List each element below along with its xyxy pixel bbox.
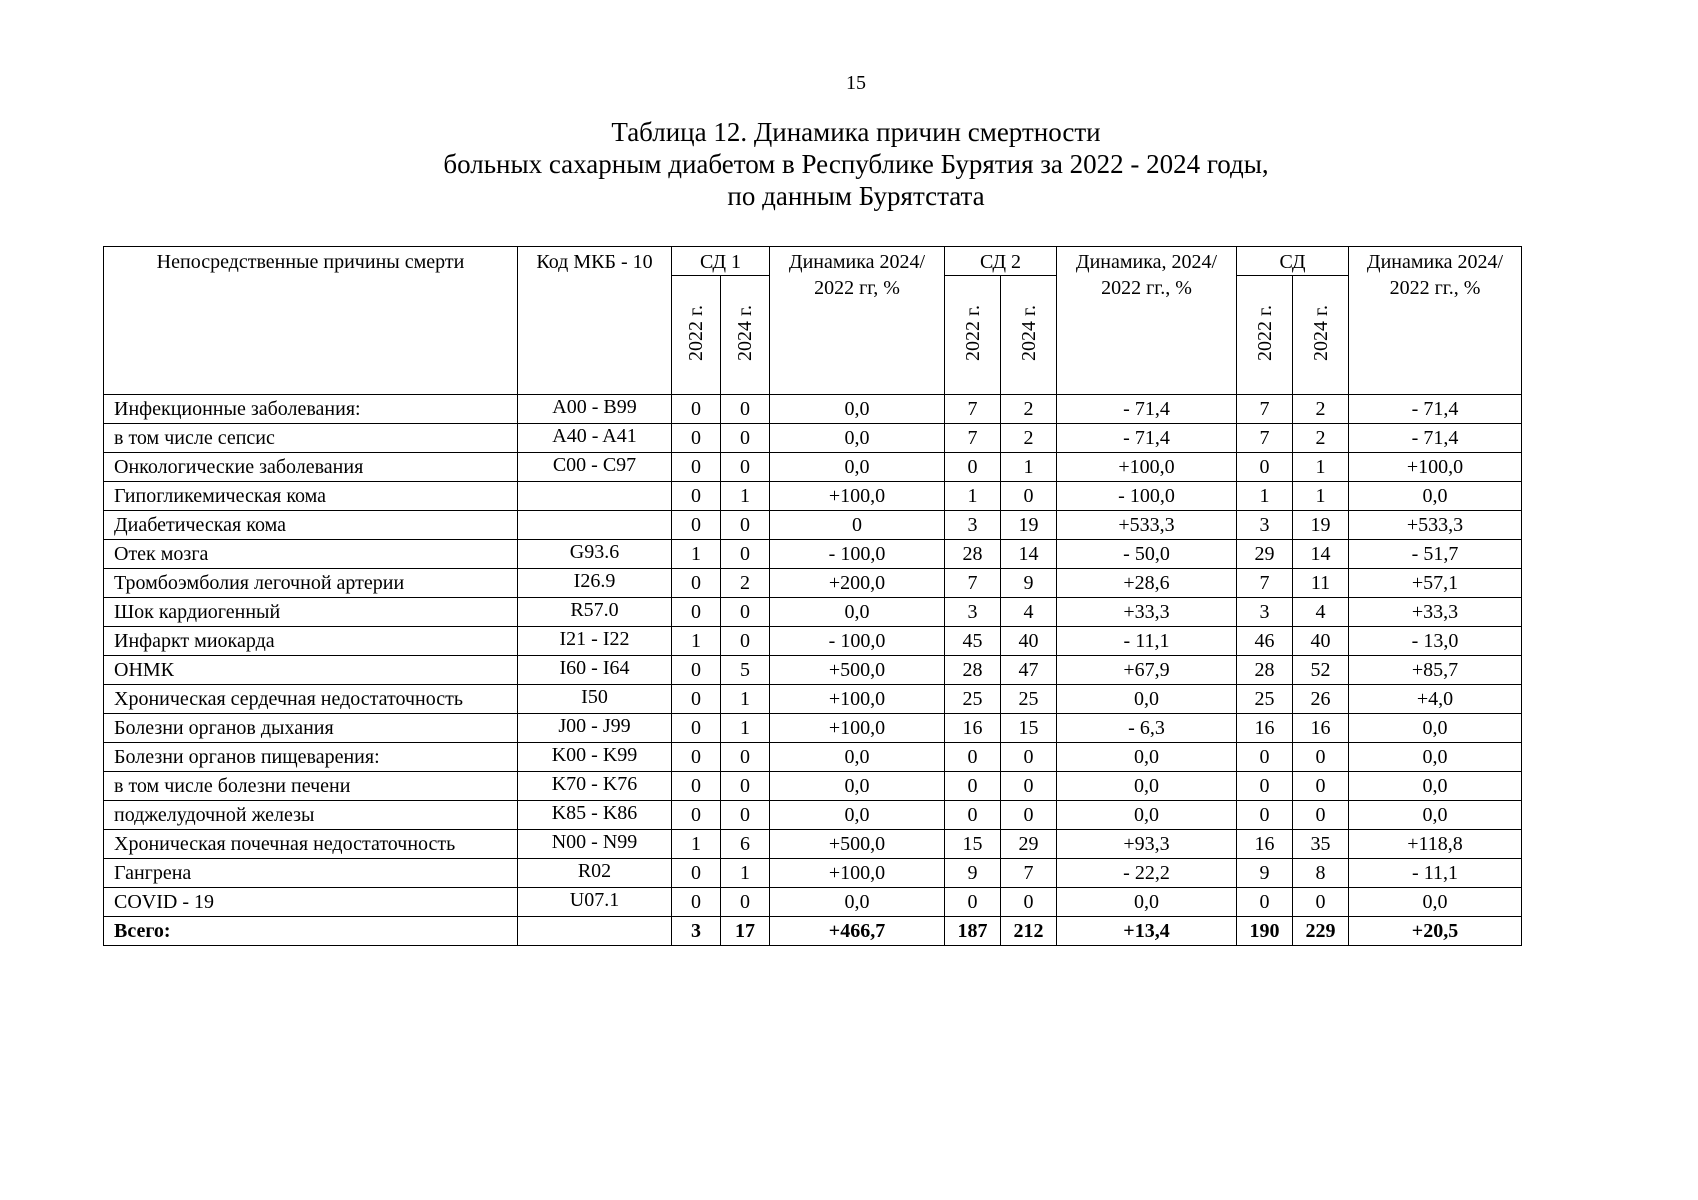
cause-cell: Диабетическая кома: [104, 511, 518, 540]
sd-dynamics-cell: +4,0: [1349, 685, 1522, 714]
cause-cell: Онкологические заболевания: [104, 453, 518, 482]
sd1-dynamics-cell: 0,0: [770, 453, 945, 482]
sd1-2024-cell: 0: [721, 801, 770, 830]
sd-dynamics-cell: 0,0: [1349, 772, 1522, 801]
cause-cell: в том числе болезни печени: [104, 772, 518, 801]
sd2-dynamics-cell: +93,3: [1057, 830, 1237, 859]
total-label: Всего:: [104, 917, 518, 946]
sd-2024-cell: 1: [1293, 482, 1349, 511]
sd2-dynamics-cell: - 71,4: [1057, 395, 1237, 424]
sd1-2024-cell: 0: [721, 772, 770, 801]
icd-code-cell: K70 - K76: [518, 772, 672, 801]
sd2-2024-cell: 0: [1001, 801, 1057, 830]
sd1-2024-cell: 2: [721, 569, 770, 598]
sd2-2024-cell: 7: [1001, 859, 1057, 888]
sd2-dynamics-cell: +28,6: [1057, 569, 1237, 598]
sd1-dynamics-cell: 0,0: [770, 395, 945, 424]
sd2-dynamics-cell: +533,3: [1057, 511, 1237, 540]
sd2-dynamics-cell: +67,9: [1057, 656, 1237, 685]
sd-dynamics-cell: +533,3: [1349, 511, 1522, 540]
table-row: [104, 511, 1522, 540]
sd1-2022-cell: 0: [672, 772, 721, 801]
sd-2024-cell: 0: [1293, 772, 1349, 801]
sd1-2024-cell: 0: [721, 453, 770, 482]
icd-code-cell: A00 - B99: [518, 395, 672, 424]
sd-2024-cell: 0: [1293, 888, 1349, 917]
sd-2022-cell: 1: [1237, 482, 1293, 511]
sd-2022-cell: 0: [1237, 743, 1293, 772]
sd-2022-cell: 0: [1237, 453, 1293, 482]
sd1-2024-cell: 1: [721, 859, 770, 888]
cause-cell: Гангрена: [104, 859, 518, 888]
cause-cell: ОНМК: [104, 656, 518, 685]
table-row: [104, 598, 1522, 627]
sd-dynamics-cell: +85,7: [1349, 656, 1522, 685]
sd-2022-cell: 28: [1237, 656, 1293, 685]
sd1-2024-cell: 0: [721, 395, 770, 424]
sd1-2022-cell: 0: [672, 888, 721, 917]
sd-dynamics-cell: - 11,1: [1349, 859, 1522, 888]
sd1-2022-cell: 0: [672, 569, 721, 598]
sd2-2024-cell: 2: [1001, 395, 1057, 424]
sd-2024-cell: 52: [1293, 656, 1349, 685]
table-row: [104, 395, 1522, 424]
sd-2024-cell: 26: [1293, 685, 1349, 714]
year-label: 2022 г.: [1253, 304, 1276, 361]
icd-code-cell: J00 - J99: [518, 714, 672, 743]
sd1-2024-cell: 5: [721, 656, 770, 685]
cause-cell: Инфаркт миокарда: [104, 627, 518, 656]
sd1-dynamics-cell: +100,0: [770, 482, 945, 511]
table-row: [104, 685, 1522, 714]
sd1-dynamics-cell: +500,0: [770, 830, 945, 859]
cause-cell: Гипогликемическая кома: [104, 482, 518, 511]
cause-cell: Хроническая почечная недостаточность: [104, 830, 518, 859]
sd1-2024-cell: 0: [721, 511, 770, 540]
sd-dynamics-cell: 0,0: [1349, 482, 1522, 511]
icd-code-cell: C00 - C97: [518, 453, 672, 482]
year-label: 2022 г.: [685, 304, 707, 361]
table-row: [104, 424, 1522, 453]
year-label: 2024 г.: [1017, 304, 1040, 361]
sd1-dynamics-cell: 0: [770, 511, 945, 540]
sd-2022-cell: 0: [1237, 888, 1293, 917]
icd-code-cell: K85 - K86: [518, 801, 672, 830]
sd1-2022-cell: 0: [672, 714, 721, 743]
sd1-dynamics-cell: +100,0: [770, 714, 945, 743]
sd2-2024-cell: 47: [1001, 656, 1057, 685]
sd1-2024-cell: 1: [721, 685, 770, 714]
cause-cell: Отек мозга: [104, 540, 518, 569]
icd-code-cell: U07.1: [518, 888, 672, 917]
sd1-2022-cell: 0: [672, 511, 721, 540]
sd2-2022-cell: 0: [945, 801, 1001, 830]
sd1-2024-cell: 0: [721, 424, 770, 453]
sd2-dynamics-cell: - 100,0: [1057, 482, 1237, 511]
icd-code-cell: I60 - I64: [518, 656, 672, 685]
header-dynamics-total: Динамика 2024/ 2022 гг., %: [1349, 247, 1522, 395]
sd1-2024-cell: 0: [721, 743, 770, 772]
sd2-2022-cell: 45: [945, 627, 1001, 656]
year-label: 2024 г.: [734, 304, 756, 361]
sd1-2022-cell: 0: [672, 743, 721, 772]
table-row: [104, 714, 1522, 743]
sd1-dynamics-cell: 0,0: [770, 801, 945, 830]
sd-2024-cell: 19: [1293, 511, 1349, 540]
sd-dynamics-cell: - 13,0: [1349, 627, 1522, 656]
sd2-dynamics-cell: - 6,3: [1057, 714, 1237, 743]
total-row: [104, 917, 1522, 946]
sd2-2024-cell: 0: [1001, 482, 1057, 511]
sd-dynamics-cell: - 51,7: [1349, 540, 1522, 569]
sd1-2024-cell: 6: [721, 830, 770, 859]
sd2-dynamics-cell: +100,0: [1057, 453, 1237, 482]
sd-dynamics-total: +20,5: [1349, 917, 1522, 946]
mortality-table: [103, 246, 1522, 946]
icd-code-cell: A40 - A41: [518, 424, 672, 453]
sd2-2022-cell: 15: [945, 830, 1001, 859]
sd2-2024-cell: 0: [1001, 743, 1057, 772]
table-row: [104, 453, 1522, 482]
icd-code-cell: R57.0: [518, 598, 672, 627]
sd-dynamics-cell: 0,0: [1349, 714, 1522, 743]
header-dynamics-sd1: Динамика 2024/ 2022 гг, %: [770, 247, 945, 395]
sd2-2022-cell: 0: [945, 772, 1001, 801]
sd1-2024-cell: 1: [721, 714, 770, 743]
sd1-2022-cell: 0: [672, 859, 721, 888]
icd-code-cell: [518, 482, 672, 511]
header-sd1: СД 1: [672, 247, 770, 276]
sd1-2024-total: 17: [721, 917, 770, 946]
sd1-dynamics-cell: 0,0: [770, 598, 945, 627]
sd1-2022-cell: 0: [672, 685, 721, 714]
sd2-2024-cell: 40: [1001, 627, 1057, 656]
header-dynamics-sd2: Динамика, 2024/ 2022 гг., %: [1057, 247, 1237, 395]
sd2-dynamics-cell: 0,0: [1057, 888, 1237, 917]
sd1-2022-cell: 0: [672, 424, 721, 453]
sd2-dynamics-cell: - 50,0: [1057, 540, 1237, 569]
sd-2024-cell: 2: [1293, 424, 1349, 453]
sd2-dynamics-cell: - 22,2: [1057, 859, 1237, 888]
cause-cell: Шок кардиогенный: [104, 598, 518, 627]
header-sd2: СД 2: [945, 247, 1057, 276]
sd-2022-cell: 9: [1237, 859, 1293, 888]
sd2-2024-cell: 14: [1001, 540, 1057, 569]
sd-dynamics-cell: +118,8: [1349, 830, 1522, 859]
header-sd2-2022: [945, 276, 1001, 395]
year-label: 2022 г.: [961, 304, 984, 361]
sd2-2022-cell: 9: [945, 859, 1001, 888]
title-line-2: больных сахарным диабетом в Республике Бурятия за 2022 - 2024 годы,: [443, 149, 1269, 179]
cause-cell: Болезни органов дыхания: [104, 714, 518, 743]
sd-dynamics-cell: - 71,4: [1349, 424, 1522, 453]
table-row: [104, 627, 1522, 656]
sd2-2022-cell: 1: [945, 482, 1001, 511]
sd1-dynamics-cell: - 100,0: [770, 627, 945, 656]
sd2-dynamics-total: +13,4: [1057, 917, 1237, 946]
sd2-2024-cell: 0: [1001, 772, 1057, 801]
header-sd-2024: [1293, 276, 1349, 395]
sd1-2022-cell: 1: [672, 830, 721, 859]
header-sd1-2022: [672, 276, 721, 395]
sd1-2022-cell: 0: [672, 395, 721, 424]
year-label: 2024 г.: [1309, 304, 1332, 361]
sd2-dynamics-cell: 0,0: [1057, 801, 1237, 830]
header-cause: Непосредственные причины смерти: [104, 247, 518, 395]
sd2-2022-cell: 16: [945, 714, 1001, 743]
sd-2024-cell: 2: [1293, 395, 1349, 424]
sd2-2024-cell: 25: [1001, 685, 1057, 714]
sd2-dynamics-cell: 0,0: [1057, 743, 1237, 772]
cause-cell: Тромбоэмболия легочной артерии: [104, 569, 518, 598]
table-row: [104, 830, 1522, 859]
sd2-2022-cell: 0: [945, 743, 1001, 772]
sd2-2024-total: 212: [1001, 917, 1057, 946]
sd1-2024-cell: 1: [721, 482, 770, 511]
sd1-dynamics-cell: +200,0: [770, 569, 945, 598]
sd1-dynamics-cell: 0,0: [770, 424, 945, 453]
sd1-dynamics-cell: +100,0: [770, 685, 945, 714]
icd-code-cell: [518, 511, 672, 540]
sd1-dynamics-cell: +500,0: [770, 656, 945, 685]
sd-dynamics-cell: 0,0: [1349, 888, 1522, 917]
sd-2024-cell: 1: [1293, 453, 1349, 482]
table-row: [104, 801, 1522, 830]
cause-cell: Инфекционные заболевания:: [104, 395, 518, 424]
sd2-dynamics-cell: - 11,1: [1057, 627, 1237, 656]
sd1-2022-cell: 1: [672, 540, 721, 569]
header-icd-code: Код МКБ - 10: [518, 247, 672, 395]
table-row: [104, 482, 1522, 511]
sd-2024-cell: 4: [1293, 598, 1349, 627]
sd2-2022-cell: 7: [945, 424, 1001, 453]
sd2-2022-cell: 0: [945, 888, 1001, 917]
sd1-2022-cell: 0: [672, 598, 721, 627]
icd-code-cell: R02: [518, 859, 672, 888]
table-row: [104, 569, 1522, 598]
sd1-dynamics-cell: +100,0: [770, 859, 945, 888]
table-row: [104, 772, 1522, 801]
sd2-dynamics-cell: 0,0: [1057, 772, 1237, 801]
sd-dynamics-cell: +33,3: [1349, 598, 1522, 627]
icd-code-cell: I26.9: [518, 569, 672, 598]
sd1-2022-cell: 1: [672, 627, 721, 656]
sd-2024-cell: 14: [1293, 540, 1349, 569]
sd-2022-total: 190: [1237, 917, 1293, 946]
cause-cell: Болезни органов пищеварения:: [104, 743, 518, 772]
icd-code-cell: G93.6: [518, 540, 672, 569]
sd1-dynamics-cell: 0,0: [770, 888, 945, 917]
sd2-2022-cell: 3: [945, 598, 1001, 627]
sd-2022-cell: 16: [1237, 830, 1293, 859]
sd-2024-cell: 0: [1293, 801, 1349, 830]
sd2-2022-cell: 28: [945, 656, 1001, 685]
sd2-2022-cell: 3: [945, 511, 1001, 540]
sd2-2022-cell: 28: [945, 540, 1001, 569]
sd-2022-cell: 46: [1237, 627, 1293, 656]
title-line-1: Таблица 12. Динамика причин смертности: [611, 117, 1101, 147]
sd2-2024-cell: 15: [1001, 714, 1057, 743]
sd-dynamics-cell: +100,0: [1349, 453, 1522, 482]
sd1-2022-cell: 0: [672, 801, 721, 830]
sd2-2024-cell: 0: [1001, 888, 1057, 917]
icd-code-cell: N00 - N99: [518, 830, 672, 859]
header-sd-total: СД: [1237, 247, 1349, 276]
header-sd1-2024: [721, 276, 770, 395]
sd-2022-cell: 0: [1237, 801, 1293, 830]
sd-2022-cell: 16: [1237, 714, 1293, 743]
sd-dynamics-cell: - 71,4: [1349, 395, 1522, 424]
sd2-2024-cell: 19: [1001, 511, 1057, 540]
icd-code-cell: [518, 917, 672, 946]
table-row: [104, 656, 1522, 685]
sd-dynamics-cell: 0,0: [1349, 743, 1522, 772]
table-title: [0, 116, 1698, 212]
sd1-2024-cell: 0: [721, 598, 770, 627]
cause-cell: поджелудочной железы: [104, 801, 518, 830]
sd2-2022-cell: 0: [945, 453, 1001, 482]
title-line-3: по данным Бурятстата: [727, 181, 985, 211]
header-sd-2022: [1237, 276, 1293, 395]
sd2-2024-cell: 2: [1001, 424, 1057, 453]
sd2-2022-cell: 7: [945, 395, 1001, 424]
sd-2022-cell: 29: [1237, 540, 1293, 569]
header-sd2-2024: [1001, 276, 1057, 395]
sd2-dynamics-cell: - 71,4: [1057, 424, 1237, 453]
sd-dynamics-cell: +57,1: [1349, 569, 1522, 598]
sd2-dynamics-cell: +33,3: [1057, 598, 1237, 627]
sd1-2022-total: 3: [672, 917, 721, 946]
sd2-2022-cell: 25: [945, 685, 1001, 714]
sd2-dynamics-cell: 0,0: [1057, 685, 1237, 714]
sd2-2024-cell: 9: [1001, 569, 1057, 598]
icd-code-cell: I21 - I22: [518, 627, 672, 656]
sd-2022-cell: 25: [1237, 685, 1293, 714]
sd2-2022-total: 187: [945, 917, 1001, 946]
sd-2022-cell: 7: [1237, 569, 1293, 598]
sd1-dynamics-cell: 0,0: [770, 743, 945, 772]
sd-2024-cell: 11: [1293, 569, 1349, 598]
sd1-2024-cell: 0: [721, 888, 770, 917]
page-number: 15: [846, 72, 866, 94]
cause-cell: COVID - 19: [104, 888, 518, 917]
sd-2022-cell: 7: [1237, 424, 1293, 453]
table-row: [104, 859, 1522, 888]
sd-2022-cell: 3: [1237, 511, 1293, 540]
table-row: [104, 540, 1522, 569]
sd-2024-cell: 16: [1293, 714, 1349, 743]
sd2-2024-cell: 29: [1001, 830, 1057, 859]
sd-2024-cell: 40: [1293, 627, 1349, 656]
sd1-2024-cell: 0: [721, 540, 770, 569]
cause-cell: в том числе сепсис: [104, 424, 518, 453]
table-row: [104, 743, 1522, 772]
sd-2022-cell: 7: [1237, 395, 1293, 424]
icd-code-cell: I50: [518, 685, 672, 714]
sd2-2022-cell: 7: [945, 569, 1001, 598]
sd1-2022-cell: 0: [672, 656, 721, 685]
sd2-2024-cell: 1: [1001, 453, 1057, 482]
sd-2022-cell: 0: [1237, 772, 1293, 801]
sd-2024-cell: 0: [1293, 743, 1349, 772]
sd1-dynamics-cell: - 100,0: [770, 540, 945, 569]
cause-cell: Хроническая сердечная недостаточность: [104, 685, 518, 714]
sd2-2024-cell: 4: [1001, 598, 1057, 627]
sd1-dynamics-total: +466,7: [770, 917, 945, 946]
table-row: [104, 888, 1522, 917]
sd-2024-cell: 35: [1293, 830, 1349, 859]
sd-2024-total: 229: [1293, 917, 1349, 946]
sd1-2024-cell: 0: [721, 627, 770, 656]
icd-code-cell: K00 - K99: [518, 743, 672, 772]
sd1-dynamics-cell: 0,0: [770, 772, 945, 801]
sd-2024-cell: 8: [1293, 859, 1349, 888]
sd1-2022-cell: 0: [672, 453, 721, 482]
sd-dynamics-cell: 0,0: [1349, 801, 1522, 830]
sd1-2022-cell: 0: [672, 482, 721, 511]
sd-2022-cell: 3: [1237, 598, 1293, 627]
